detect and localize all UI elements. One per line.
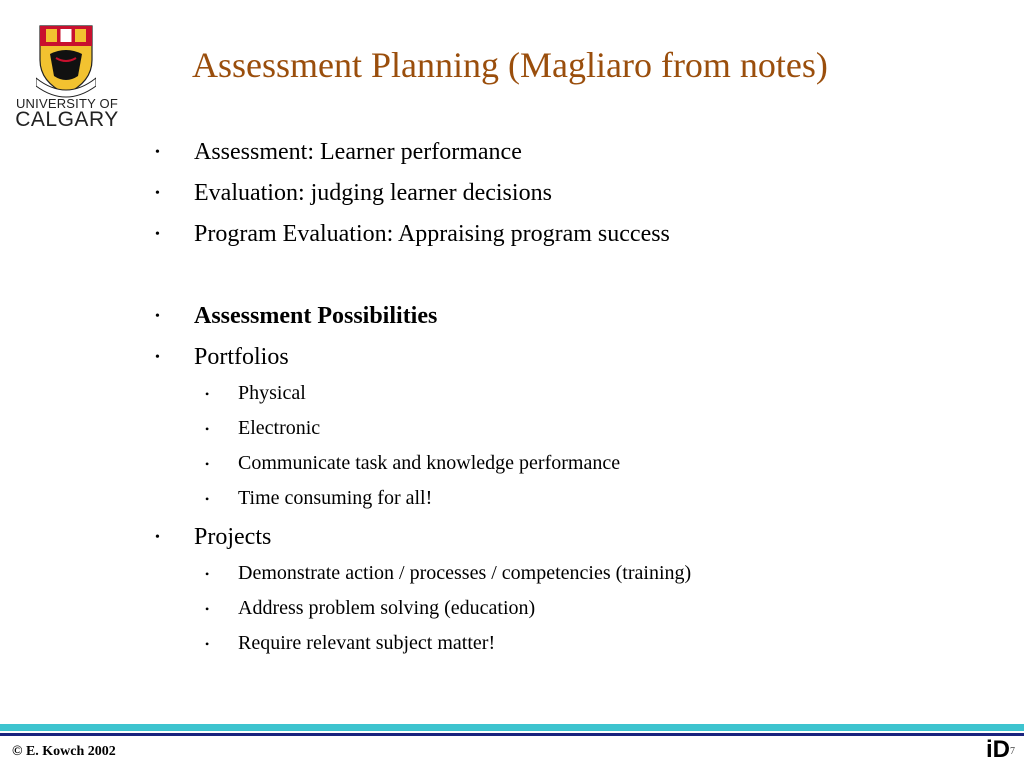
bullet-text: Communicate task and knowledge performance bbox=[238, 452, 621, 474]
bullet-text: Require relevant subject matter! bbox=[238, 632, 496, 654]
bullet-marker: • bbox=[155, 186, 160, 201]
slide-title: Assessment Planning (Magliaro from notes) bbox=[192, 45, 828, 85]
bullet-marker: • bbox=[155, 227, 160, 242]
bullet-marker: • bbox=[155, 530, 160, 545]
bullet-marker: • bbox=[155, 350, 160, 365]
page-number: 7 bbox=[1010, 746, 1015, 757]
bullet-text: Address problem solving (education) bbox=[238, 597, 536, 619]
bullet-text: Evaluation: judging learner decisions bbox=[194, 180, 552, 206]
bullet-text: Program Evaluation: Appraising program success bbox=[194, 221, 670, 247]
bullet-marker: • bbox=[205, 637, 210, 651]
bullet-text: Assessment: Learner performance bbox=[194, 139, 522, 165]
bullet-text: Physical bbox=[238, 382, 306, 404]
bullet-text: Portfolios bbox=[194, 344, 289, 370]
university-name-line2: CALGARY bbox=[15, 108, 119, 131]
bullet-marker: • bbox=[205, 492, 210, 506]
bullet-text: Electronic bbox=[238, 417, 321, 439]
footer-copyright: © E. Kowch 2002 bbox=[12, 744, 116, 759]
bullet-marker: • bbox=[155, 309, 160, 324]
university-crest-icon bbox=[36, 20, 96, 98]
bullet-text: Demonstrate action / processes / competencies (training) bbox=[238, 562, 692, 584]
bullet-marker: • bbox=[205, 457, 210, 471]
bullet-text: Projects bbox=[194, 524, 272, 550]
bullet-marker: • bbox=[205, 567, 210, 581]
bullet-text: Assessment Possibilities bbox=[194, 303, 438, 329]
university-logo bbox=[12, 20, 122, 132]
footer-rule-navy bbox=[0, 733, 1024, 736]
bullet-marker: • bbox=[205, 422, 210, 436]
bullet-marker: • bbox=[155, 145, 160, 160]
university-name-line1: UNIVERSITY OF bbox=[15, 96, 119, 111]
bullet-marker: • bbox=[205, 602, 210, 616]
footer-rule-teal bbox=[0, 724, 1024, 731]
bullet-marker: • bbox=[205, 387, 210, 401]
bullet-text: Time consuming for all! bbox=[238, 487, 433, 509]
footer-brand-logo: iD bbox=[986, 736, 1010, 763]
